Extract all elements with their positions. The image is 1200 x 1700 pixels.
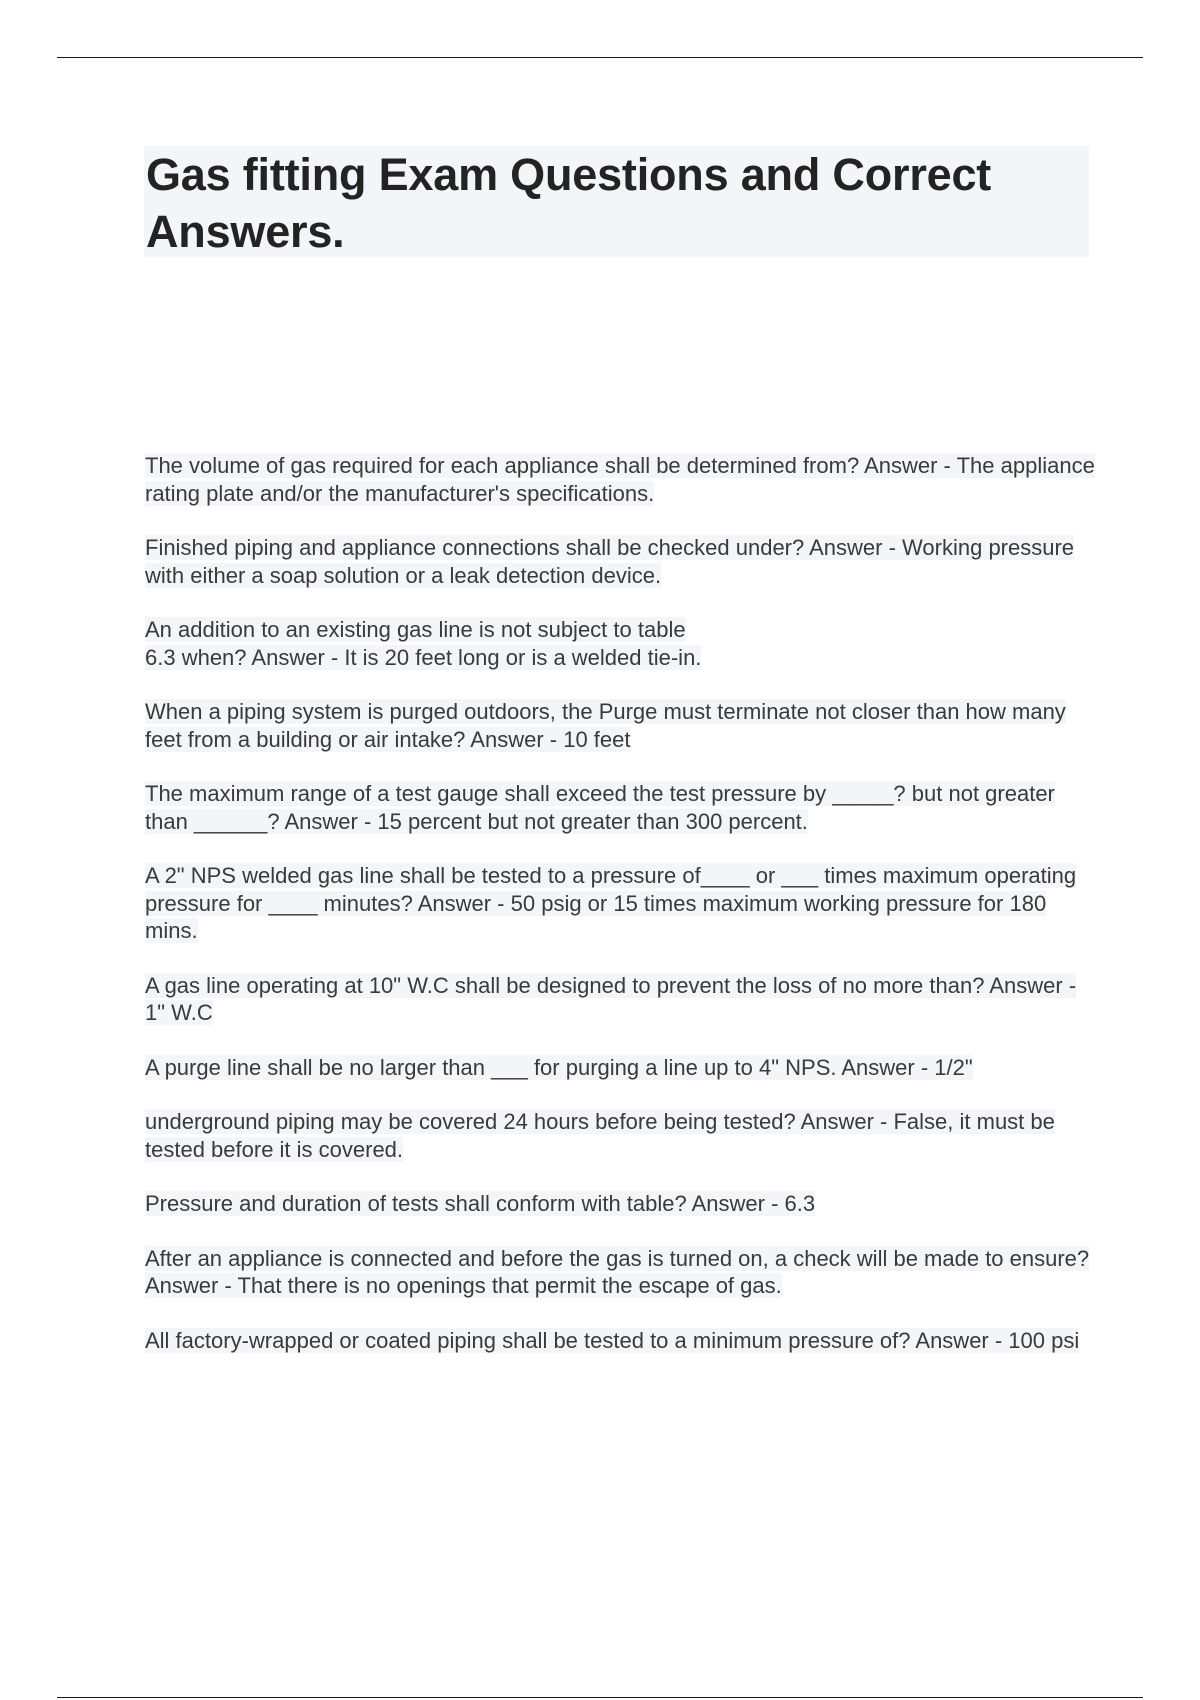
qa-text: All factory-wrapped or coated piping shall be tested to a minimum pressure of? Answer - 100 psi [145, 1327, 1080, 1353]
qa-item [145, 1245, 1095, 1300]
qa-text: When a piping system is purged outdoors, the Purge must terminate not closer than how many feet from a building or air intake? Answer - 10 feet [145, 699, 1066, 752]
qa-item [145, 452, 1095, 507]
qa-item [145, 1054, 1095, 1082]
qa-text: A gas line operating at 10" W.C shall be designed to prevent the loss of no more than? Answer - 1" W.C [145, 972, 1077, 1025]
qa-item [145, 616, 1095, 671]
qa-text: Finished piping and appliance connections shall be checked under? Answer - Working pressure with either a soap solution or a leak detection device. [145, 535, 1075, 588]
qa-item [145, 1108, 1095, 1163]
qa-list [145, 452, 1095, 1381]
qa-item [145, 972, 1095, 1027]
qa-item [145, 780, 1095, 835]
qa-text: The volume of gas required for each appliance shall be determined from? Answer - The appliance rating plate and/or the manufacturer's specifications. [145, 453, 1095, 506]
page-title: Gas fitting Exam Questions and Correct Answers. [146, 149, 992, 257]
qa-text: 6.3 when? Answer - It is 20 feet long or is a welded tie-in. [145, 644, 702, 670]
qa-text: The maximum range of a test gauge shall exceed the test pressure by _____? but not greater than ______? Answer - 15 percent but not greater than 300 percent. [145, 781, 1055, 834]
qa-text: underground piping may be covered 24 hours before being tested? Answer - False, it must be tested before it is covered. [145, 1109, 1055, 1162]
qa-text: An addition to an existing gas line is not subject to table [145, 617, 686, 642]
qa-item [145, 698, 1095, 753]
title-block [144, 146, 1089, 257]
qa-item [145, 1327, 1095, 1355]
qa-text: Pressure and duration of tests shall conform with table? Answer - 6.3 [145, 1191, 816, 1216]
qa-text: A purge line shall be no larger than ___ for purging a line up to 4" NPS. Answer - 1/2" [145, 1054, 973, 1080]
qa-item [145, 1190, 1095, 1218]
qa-item [145, 534, 1095, 589]
qa-text: A 2" NPS welded gas line shall be tested to a pressure of____ or ___ times maximum operating pressure for ____ minutes? Answer - 50 psig or 15 times maximum working pressure for 180 mins. [145, 863, 1077, 943]
qa-text: After an appliance is connected and before the gas is turned on, a check will be made to ensure? Answer - That there is no openings that permit the escape of gas. [145, 1245, 1090, 1298]
top-divider [57, 57, 1143, 58]
bottom-divider [57, 1697, 1143, 1698]
qa-item [145, 862, 1095, 945]
